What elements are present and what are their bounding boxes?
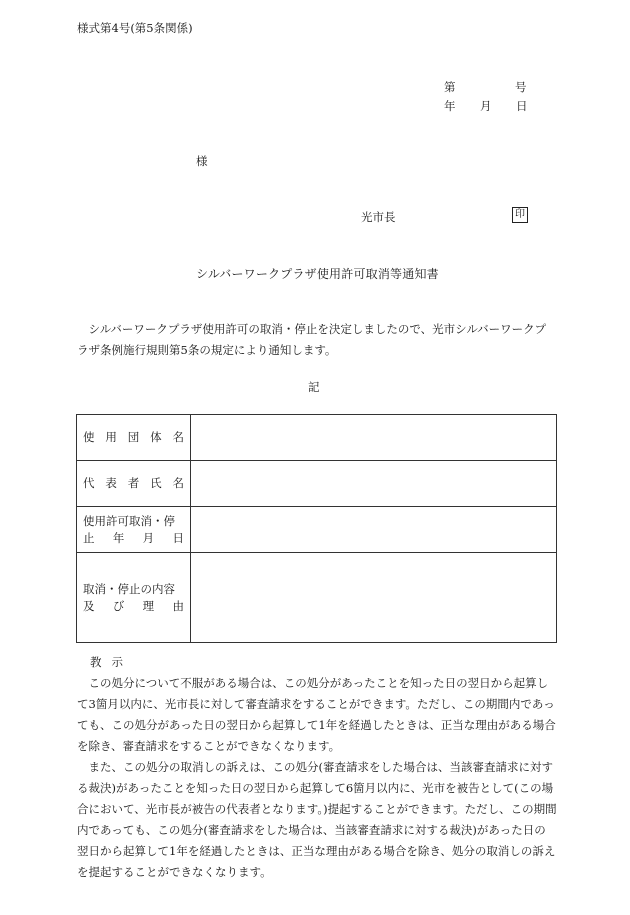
value-representative — [191, 461, 557, 507]
document-number-line — [444, 78, 534, 97]
doc-number-prefix: 第 — [444, 80, 456, 94]
addressee-suffix: 様 — [196, 154, 208, 168]
ki-heading: 記 — [308, 380, 320, 394]
table-row-organization — [77, 415, 557, 461]
table-row-content-reason — [77, 553, 557, 643]
notice-body-text: シルバーワークプラザ使用許可の取消・停止を決定しましたので、光市シルバーワークプラザ条例施行規則第5条の規定により通知します。 — [77, 322, 547, 357]
instructions-paragraph-1: この処分について不服がある場合は、この処分があったことを知った日の翌日から起算して3箇月以内に、光市長に対して審査請求をすることができます。ただし、この期間内であっても、この処分があった日の翌日から起算して1年を経過したときは、正当な理由がある場合を除き、審査請求をすることができなくなります。 — [77, 676, 556, 753]
value-organization — [191, 415, 557, 461]
form-number: 様式第4号(第5条関係) — [77, 21, 193, 35]
date-day-label: 日 — [516, 99, 528, 113]
value-revocation-date — [191, 507, 557, 553]
document-title: シルバーワークプラザ使用許可取消等通知書 — [196, 267, 439, 281]
seal-mark: 印 — [512, 207, 528, 223]
table-row-representative — [77, 461, 557, 507]
detail-table — [76, 414, 557, 643]
date-month-label: 月 — [480, 99, 492, 113]
instructions-paragraph-2: また、この処分の取消しの訴えは、この処分(審査請求をした場合は、当該審査請求に対する裁決)があったことを知った日の翌日から起算して6箇月以内に、光市を被告として(この場合において、光市長が被告の代表者となります。)提起することができます。ただし、この期間内であっても、この処分(審査請求をした場合は、当該審査請求に対する裁決)があった日の翌日から起算して1年を経過したときは、正当な理由がある場合を除き、処分の取消しの訴えを提起することができなくなります。 — [77, 760, 557, 879]
issuer-name: 光市長 — [361, 210, 396, 224]
value-content-reason — [191, 553, 557, 643]
label-representative: 代 表 者 氏 名 — [77, 461, 191, 507]
label-revocation-date: 使用許可取消・停 止 年 月 日 — [77, 507, 191, 553]
label-organization: 使 用 団 体 名 — [77, 415, 191, 461]
document-number-block — [444, 78, 534, 116]
doc-number-suffix: 号 — [515, 80, 527, 94]
document-date-line — [444, 97, 534, 116]
table-row-revocation-date — [77, 507, 557, 553]
instructions-heading: 教示 — [90, 655, 133, 669]
date-year-label: 年 — [444, 99, 456, 113]
notice-body — [77, 319, 557, 361]
label-content-reason: 取消・停止の内容 及 び 理 由 — [77, 553, 191, 643]
appeal-instructions — [77, 652, 557, 883]
